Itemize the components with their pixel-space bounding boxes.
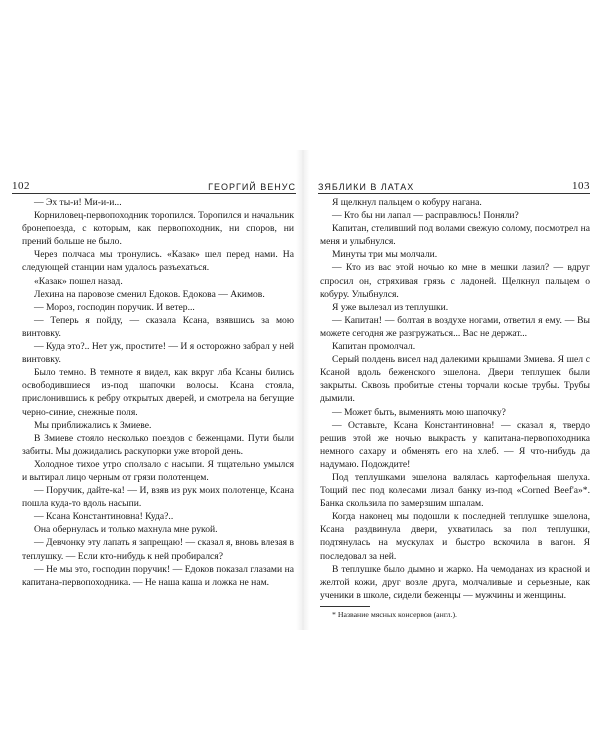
paragraph: — Кто из вас этой ночью ко мне в мешки лазил? — вдруг спросил он, стряхивая грязь с ладоней. Щелкнул пальцем о кобуру. Улыбнулся. [320, 262, 590, 300]
paragraph: — Эх ты-и! Ми-и-и... [34, 197, 122, 208]
paragraph: Мы приближались к Змиеве. [34, 419, 152, 431]
left-running-title: ГЕОРГИЙ ВЕНУС [208, 182, 296, 192]
paragraph: — Теперь я пойду, — сказала Ксана, взявшись за мою винтовку. [22, 314, 294, 339]
paragraph: В Змиеве стояло несколько поездов с беженцами. Пути были забиты. Мы дожидались раскупорки уже второй день. [22, 432, 294, 457]
paragraph: — Оставьте, Ксана Константиновна! — сказал я, твердо решив этой же ночью выкрасть у капитана-первопоходника немного сахару и обменять его на хлеб. — Я что-нибудь да надумаю. Подождите! [320, 419, 590, 470]
paragraph: Корниловец-первопоходник торопился. Торопился и начальник бронепоезда, с которым, как первопоходник, ни споров, ни прений больше не было. [22, 210, 294, 248]
paragraph: Она обернулась и только махнула мне рукой. [34, 524, 218, 536]
paragraph: — Мороз, господин поручик. И ветер... [34, 301, 195, 313]
paragraph: «Казак» пошел назад. [34, 275, 123, 287]
book-gutter [296, 150, 310, 630]
footnote: * Название мясных консервов (англ.). [332, 609, 458, 619]
paragraph: Я щелкнул пальцем о кобуру нагана. [332, 197, 482, 208]
paragraph: — Поручик, дайте-ка! — И, взяв из рук моих полотенце, Ксана пошла куда-то вдоль насыпи. [22, 485, 294, 510]
paragraph: Под теплушками эшелона валялась картофельная шелуха. Тощий пес под колесами лизал банку из-под «Corned Beef'a»*. Банка скользила по замерзшим шпалам. [320, 471, 590, 510]
paragraph: Холодное тихое утро сползало с насыпи. Я тщательно умылся и вытирал лицо черным от грязи полотенцем. [22, 458, 294, 483]
paragraph: — Девчонку эту лапать я запрещаю! — сказал я, вновь влезая в теплушку. — Если кто-нибудь к ней пробирался? [22, 537, 294, 562]
right-running-head [318, 176, 590, 194]
paragraph: Серый полдень висел над далекими крышами Змиева. Я шел с Ксаной вдоль беженского эшелона. Двери теплушек были закрыты. Сквозь пробитые стены торчали косые трубы. Трубы дымили. [320, 354, 590, 405]
footnote-rule [320, 606, 370, 607]
left-page-number: 102 [12, 180, 30, 192]
paragraph: — Куда это?.. Нет уж, простите! — И я осторожно забрал у ней винтовку. [22, 341, 294, 366]
paragraph: — Кто бы ни лапал — расправлюсь! Поняли? [332, 210, 519, 222]
paragraph: Капитан промолчал. [332, 341, 416, 353]
left-page-text [22, 196, 294, 589]
right-page-text [320, 196, 590, 620]
paragraph: — Капитан! — болтая в воздухе ногами, ответил я ему. — Вы можете сегодня же разгружаться... Вас не держат... [320, 314, 590, 339]
paragraph: Минуты три мы молчали. [332, 249, 438, 261]
paragraph: Было темно. В темноте я видел, как вкруг лба Ксаны бились освободившиеся из-под шапочки волосы. Ксана стояла, прислонившись к ребру открытых дверей, и смотрела на бегущие черно-синие, снежные поля. [22, 367, 294, 418]
paragraph: Когда наконец мы подошли к последней теплушке эшелона, Ксана раздвинула двери, ухватилась за пол теплушки, подтянулась на мускулах и быстро вскочила в вагон. Я последовал за ней. [320, 511, 590, 562]
paragraph: Через полчаса мы тронулись. «Казак» шел перед нами. На следующей станции нам удалось разъехаться. [22, 249, 294, 274]
paragraph: Я уже вылезал из теплушки. [332, 301, 449, 313]
paragraph: — Может быть, вымениять мою шапочку? [332, 406, 506, 418]
right-running-title: ЗЯБЛИКИ В ЛАТАХ [318, 182, 415, 192]
paragraph: — Не мы это, господин поручик! — Едоков показал глазами на капитана-первопоходника. — Не наша каша и ложка не нам. [22, 563, 294, 588]
paragraph: В теплушке было дымно и жарко. На чемоданах из красной и желтой кожи, друг возле друга, молчаливые и серьезные, как ученики в школе, сидели беженцы — мужчины и женщины. [320, 563, 590, 601]
right-page-number: 103 [572, 180, 590, 192]
paragraph: — Ксана Константиновна! Куда?.. [34, 511, 174, 523]
paragraph: Капитан, стеливший под волами свежую солому, посмотрел на меня и улыбнулся. [320, 223, 590, 248]
paragraph: Лехина на паровозе сменил Едоков. Едокова — Акимов. [34, 288, 265, 300]
left-running-head [12, 176, 296, 194]
